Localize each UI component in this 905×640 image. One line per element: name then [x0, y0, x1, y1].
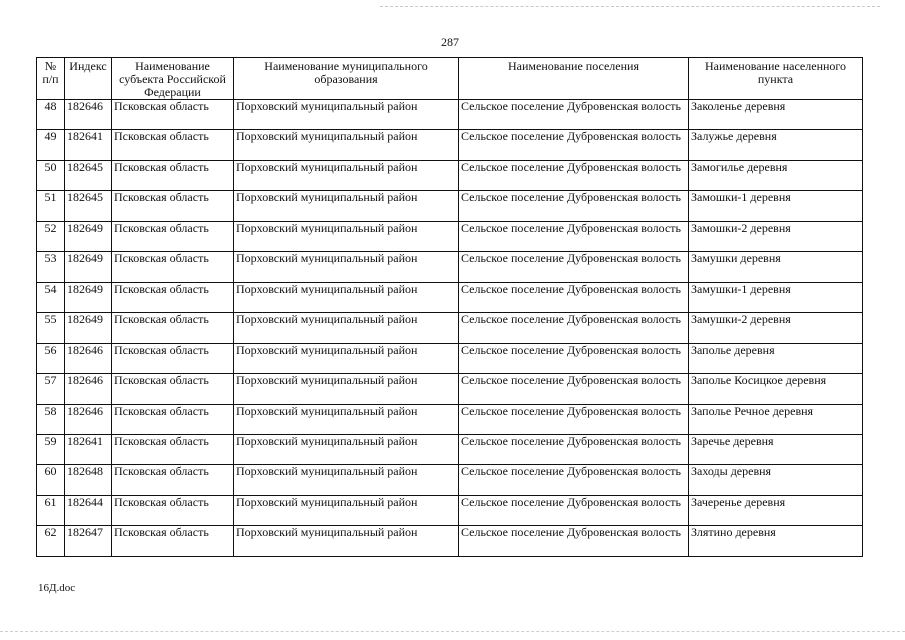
cell-settlement: Сельское поселение Дубровенская волость: [459, 130, 689, 160]
cell-index: 182649: [65, 252, 112, 282]
cell-region: Псковская область: [112, 526, 234, 557]
cell-num: 60: [37, 465, 65, 495]
cell-region: Псковская область: [112, 434, 234, 464]
cell-locality: Заполье деревня: [689, 343, 863, 373]
table-row: [37, 313, 863, 343]
table-row: [37, 221, 863, 251]
cell-locality: Заполье Косицкое деревня: [689, 374, 863, 404]
cell-locality: Замушки-2 деревня: [689, 313, 863, 343]
cell-index: 182646: [65, 343, 112, 373]
cell-region: Псковская область: [112, 374, 234, 404]
cell-region: Псковская область: [112, 282, 234, 312]
cell-locality: Замушки-1 деревня: [689, 282, 863, 312]
cell-index: 182646: [65, 100, 112, 130]
cell-num: 52: [37, 221, 65, 251]
cell-num: 62: [37, 526, 65, 557]
cell-settlement: Сельское поселение Дубровенская волость: [459, 252, 689, 282]
header-municipality: Наименование муниципального образования: [234, 58, 459, 100]
header-index: Индекс: [65, 58, 112, 100]
cell-region: Псковская область: [112, 160, 234, 190]
cell-num: 56: [37, 343, 65, 373]
cell-municipality: Порховский муниципальный район: [234, 495, 459, 525]
cell-municipality: Порховский муниципальный район: [234, 160, 459, 190]
cell-num: 58: [37, 404, 65, 434]
cell-settlement: Сельское поселение Дубровенская волость: [459, 160, 689, 190]
cell-locality: Замогилье деревня: [689, 160, 863, 190]
cell-num: 50: [37, 160, 65, 190]
cell-locality: Замошки-1 деревня: [689, 191, 863, 221]
cell-index: 182648: [65, 465, 112, 495]
cell-settlement: Сельское поселение Дубровенская волость: [459, 100, 689, 130]
cell-region: Псковская область: [112, 313, 234, 343]
cell-municipality: Порховский муниципальный район: [234, 374, 459, 404]
cell-locality: Злятино деревня: [689, 526, 863, 557]
cell-region: Псковская область: [112, 404, 234, 434]
cell-num: 55: [37, 313, 65, 343]
table-row: [37, 526, 863, 557]
cell-municipality: Порховский муниципальный район: [234, 465, 459, 495]
cell-locality: Заходы деревня: [689, 465, 863, 495]
footer-filename: 16Д.doc: [38, 582, 76, 594]
table-row: [37, 130, 863, 160]
header-settlement: Наименование поселения: [459, 58, 689, 100]
cell-num: 49: [37, 130, 65, 160]
header-region: Наименование субъекта Российской Федерации: [112, 58, 234, 100]
table-row: [37, 100, 863, 130]
cell-locality: Заполье Речное деревня: [689, 404, 863, 434]
cell-num: 48: [37, 100, 65, 130]
cell-municipality: Порховский муниципальный район: [234, 282, 459, 312]
cell-region: Псковская область: [112, 495, 234, 525]
cell-municipality: Порховский муниципальный район: [234, 434, 459, 464]
cell-index: 182647: [65, 526, 112, 557]
cell-settlement: Сельское поселение Дубровенская волость: [459, 221, 689, 251]
cell-municipality: Порховский муниципальный район: [234, 221, 459, 251]
cell-municipality: Порховский муниципальный район: [234, 343, 459, 373]
cell-region: Псковская область: [112, 191, 234, 221]
cell-region: Псковская область: [112, 130, 234, 160]
cell-num: 53: [37, 252, 65, 282]
table-header-row: [37, 58, 863, 100]
cell-region: Псковская область: [112, 100, 234, 130]
cell-index: 182649: [65, 221, 112, 251]
cell-settlement: Сельское поселение Дубровенская волость: [459, 526, 689, 557]
cell-settlement: Сельское поселение Дубровенская волость: [459, 374, 689, 404]
cell-locality: Замошки-2 деревня: [689, 221, 863, 251]
cell-region: Псковская область: [112, 465, 234, 495]
page-number: 287: [441, 35, 459, 49]
cell-num: 51: [37, 191, 65, 221]
table-row: [37, 160, 863, 190]
cell-index: 182641: [65, 434, 112, 464]
cell-locality: Заколенье деревня: [689, 100, 863, 130]
cell-settlement: Сельское поселение Дубровенская волость: [459, 495, 689, 525]
cell-settlement: Сельское поселение Дубровенская волость: [459, 434, 689, 464]
cell-municipality: Порховский муниципальный район: [234, 252, 459, 282]
cell-settlement: Сельское поселение Дубровенская волость: [459, 313, 689, 343]
cell-num: 61: [37, 495, 65, 525]
header-locality: Наименование населенного пункта: [689, 58, 863, 100]
scan-artifact-top: [380, 6, 880, 7]
table-row: [37, 404, 863, 434]
cell-locality: Зачеренье деревня: [689, 495, 863, 525]
table-row: [37, 374, 863, 404]
table-row: [37, 252, 863, 282]
cell-locality: Замушки деревня: [689, 252, 863, 282]
cell-index: 182645: [65, 191, 112, 221]
cell-index: 182644: [65, 495, 112, 525]
table-row: [37, 495, 863, 525]
header-num: № п/п: [37, 58, 65, 100]
cell-index: 182649: [65, 313, 112, 343]
cell-index: 182641: [65, 130, 112, 160]
cell-region: Псковская область: [112, 221, 234, 251]
cell-locality: Заречье деревня: [689, 434, 863, 464]
cell-num: 59: [37, 434, 65, 464]
cell-index: 182646: [65, 404, 112, 434]
table-row: [37, 191, 863, 221]
table-row: [37, 434, 863, 464]
cell-settlement: Сельское поселение Дубровенская волость: [459, 282, 689, 312]
cell-municipality: Порховский муниципальный район: [234, 130, 459, 160]
cell-locality: Залужье деревня: [689, 130, 863, 160]
cell-settlement: Сельское поселение Дубровенская волость: [459, 404, 689, 434]
cell-num: 57: [37, 374, 65, 404]
cell-municipality: Порховский муниципальный район: [234, 313, 459, 343]
cell-region: Псковская область: [112, 343, 234, 373]
cell-settlement: Сельское поселение Дубровенская волость: [459, 465, 689, 495]
cell-municipality: Порховский муниципальный район: [234, 404, 459, 434]
table-row: [37, 282, 863, 312]
cell-settlement: Сельское поселение Дубровенская волость: [459, 191, 689, 221]
scan-artifact-bottom: [0, 631, 905, 632]
table-row: [37, 465, 863, 495]
cell-municipality: Порховский муниципальный район: [234, 191, 459, 221]
cell-settlement: Сельское поселение Дубровенская волость: [459, 343, 689, 373]
cell-num: 54: [37, 282, 65, 312]
cell-region: Псковская область: [112, 252, 234, 282]
cell-municipality: Порховский муниципальный район: [234, 526, 459, 557]
table-row: [37, 343, 863, 373]
cell-index: 182649: [65, 282, 112, 312]
settlements-table: [36, 57, 863, 557]
cell-municipality: Порховский муниципальный район: [234, 100, 459, 130]
cell-index: 182646: [65, 374, 112, 404]
cell-index: 182645: [65, 160, 112, 190]
